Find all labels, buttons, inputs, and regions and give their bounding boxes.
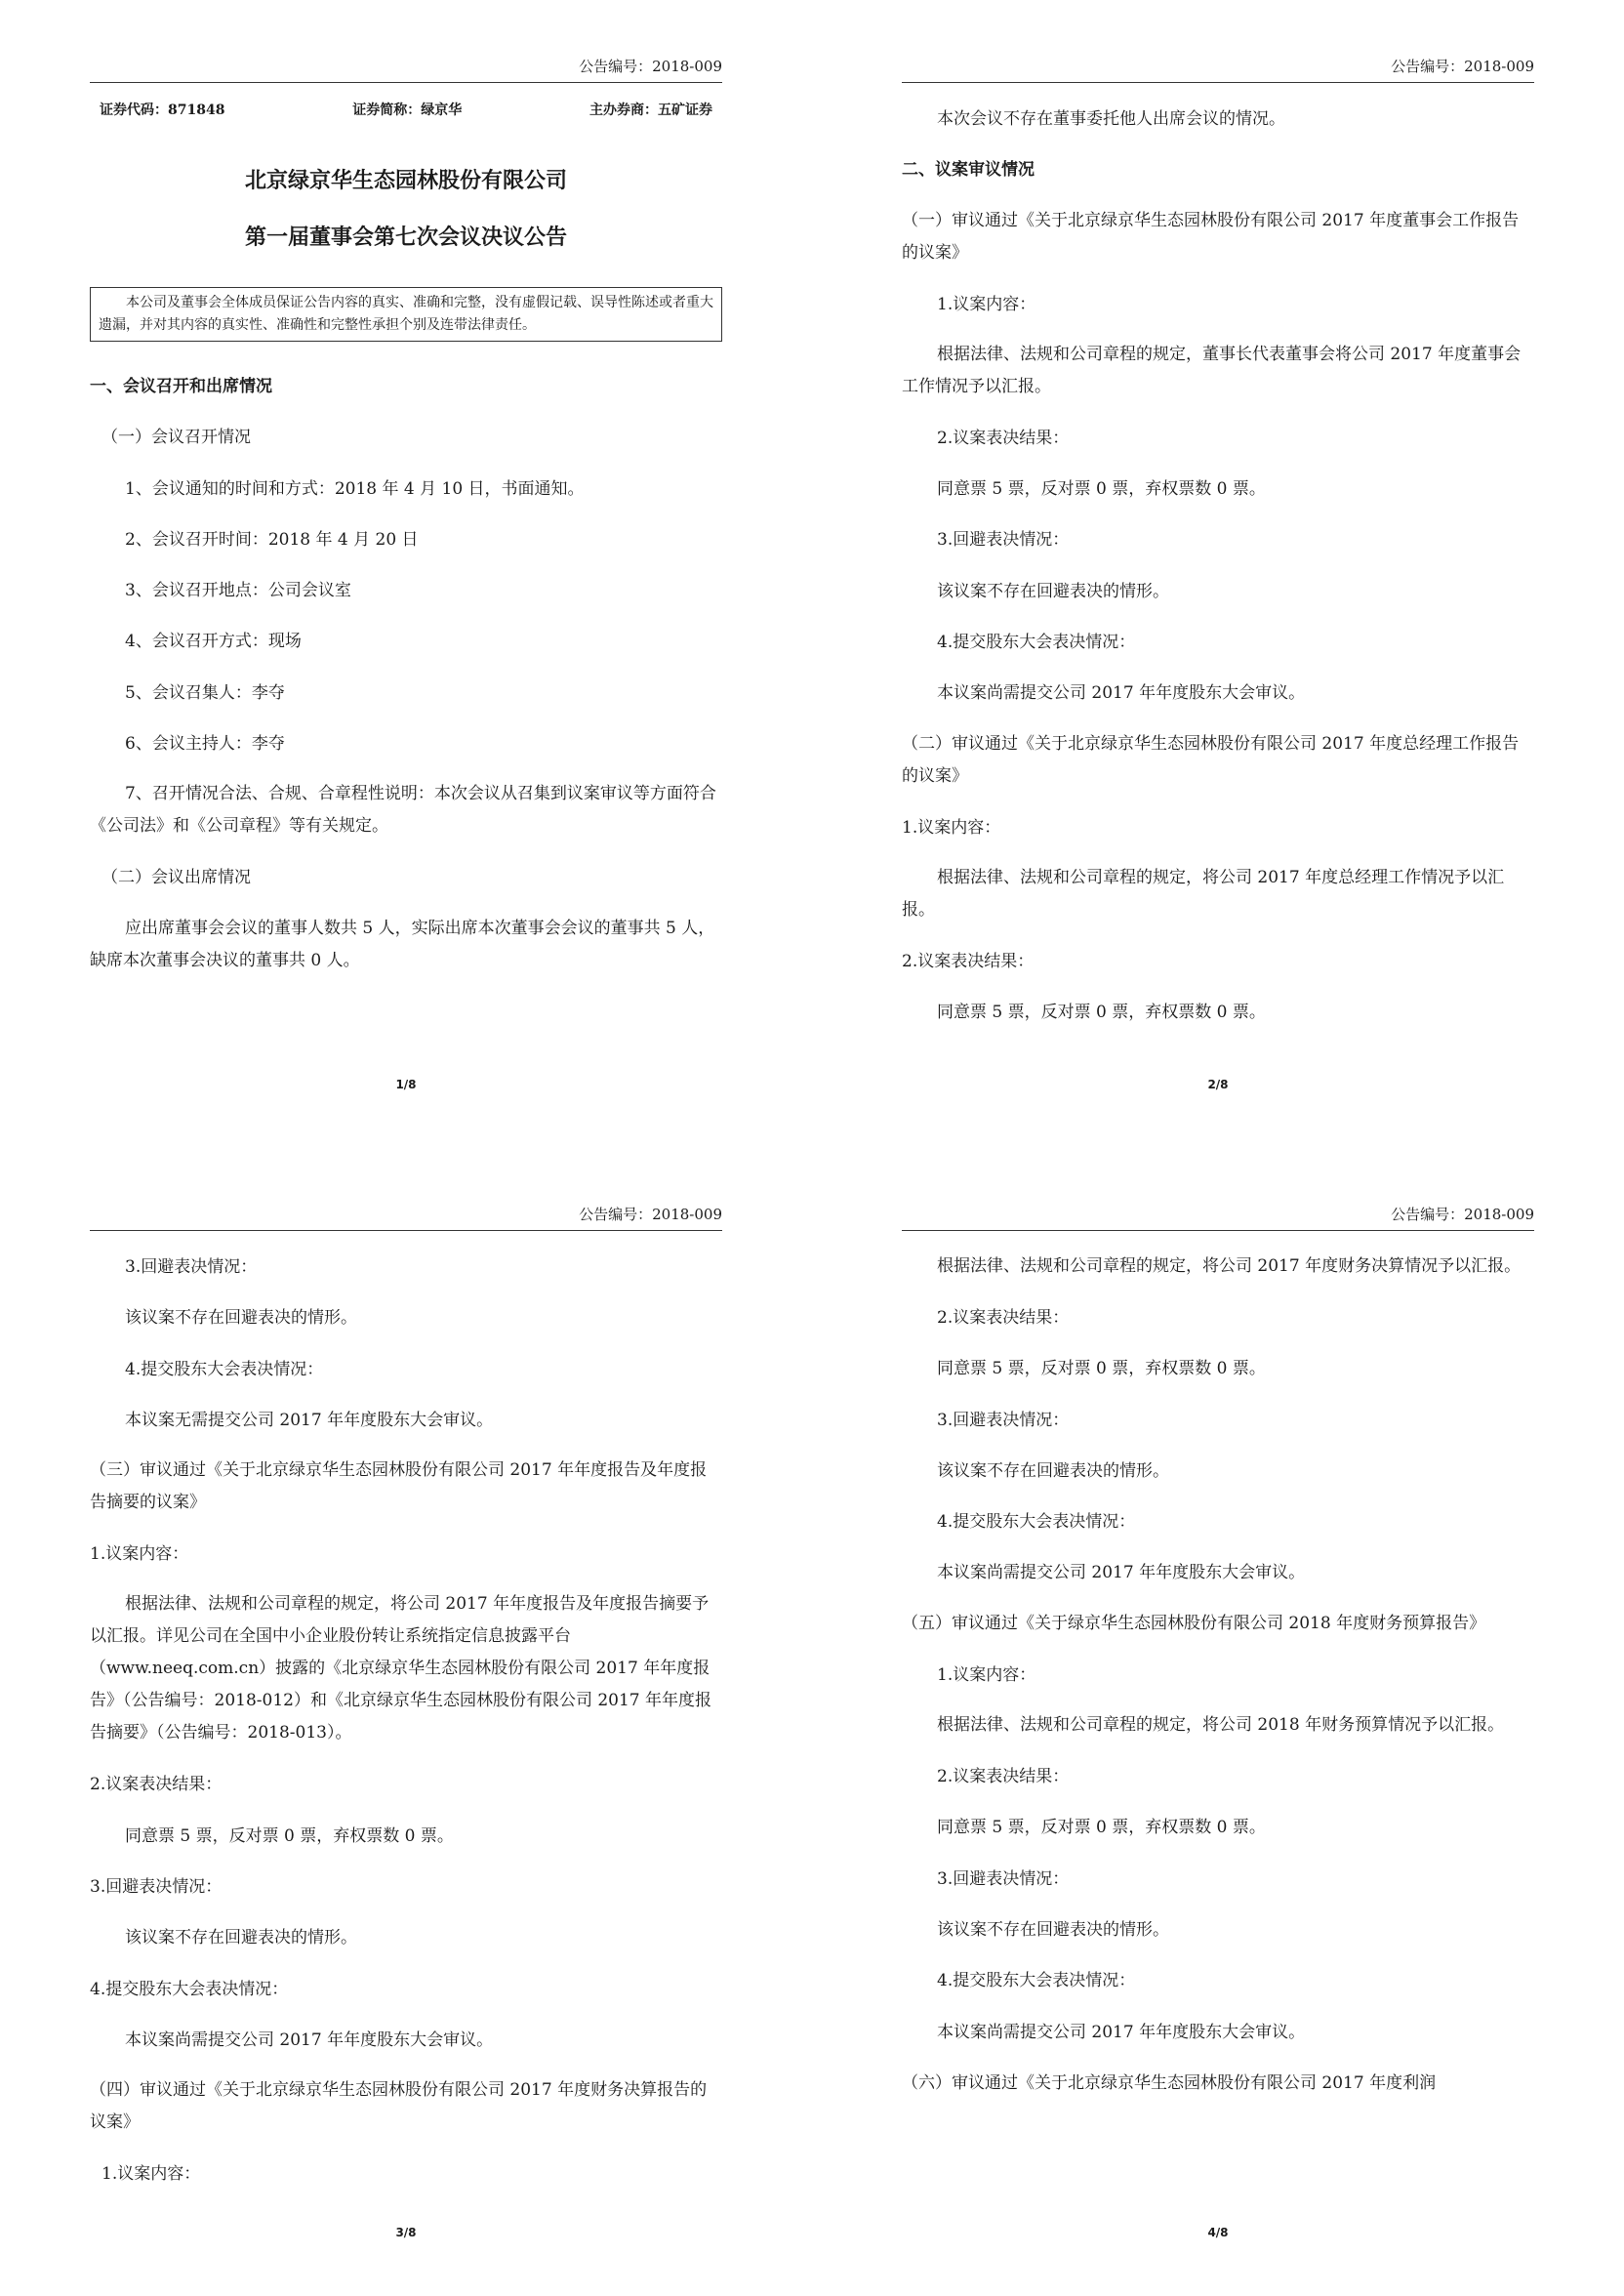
announcement-number: 公告编号：2018-009 (1391, 58, 1534, 75)
page-1 (0, 0, 812, 1148)
motion-title: （二）审议通过《关于北京绿京华生态园林股份有限公司 2017 年度总经理工作报告的议案》 (902, 733, 1520, 786)
subsection-heading: （一）会议召开情况 (102, 428, 251, 448)
meeting-item: 4、会议召开方式：现场 (125, 632, 302, 652)
item-label: 2.议案表决结果： (937, 1308, 1070, 1328)
meeting-item: 5、会议召集人：李夺 (125, 682, 285, 703)
page-body (90, 94, 722, 987)
item-label: 4.提交股东大会表决情况： (937, 1971, 1136, 1991)
paragraph: 根据法律、法规和公司章程的规定，董事长代表董事会将公司 2017 年度董事会工作情况予以汇报。 (902, 344, 1522, 396)
vote-result: 同意票 5 票，反对票 0 票，弃权票数 0 票。 (937, 1003, 1266, 1023)
subsection-heading: （二）会议出席情况 (102, 868, 251, 888)
announcement-number: 公告编号：2018-009 (579, 58, 722, 75)
security-abbr: 证券简称：绿京华 (352, 102, 463, 118)
page-2 (812, 0, 1624, 1148)
paragraph: 该议案不存在回避表决的情形。 (937, 1919, 1169, 1940)
header-rule (902, 1230, 1534, 1231)
item-label: 4.提交股东大会表决情况： (937, 1512, 1136, 1533)
meeting-item: 2、会议召开时间：2018 年 4 月 20 日 (125, 529, 419, 550)
paragraph: 本议案尚需提交公司 2017 年年度股东大会审议。 (125, 2030, 494, 2050)
item-label: 2.议案表决结果： (90, 1775, 223, 1795)
header-rule (90, 82, 722, 83)
motion-title: （五）审议通过《关于绿京华生态园林股份有限公司 2018 年度财务预算报告》 (902, 1613, 1486, 1633)
disclaimer-notice: 本公司及董事会全体成员保证公告内容的真实、准确和完整，没有虚假记载、误导性陈述或者重大遗漏，并对其内容的真实性、准确性和完整性承担个别及连带法律责任。 (90, 287, 722, 342)
paragraph: 本议案尚需提交公司 2017 年年度股东大会审议。 (937, 2022, 1306, 2042)
vote-result: 同意票 5 票，反对票 0 票，弃权票数 0 票。 (125, 1825, 454, 1846)
item-label: 3.回避表决情况： (937, 1868, 1070, 1889)
security-broker: 主办券商：五矿证券 (589, 102, 712, 118)
paragraph: 本议案尚需提交公司 2017 年年度股东大会审议。 (937, 1563, 1306, 1583)
meeting-item: 3、会议召开地点：公司会议室 (125, 581, 351, 601)
item-label: 4.提交股东大会表决情况： (937, 633, 1136, 653)
page-body (902, 94, 1534, 1039)
item-label: 3.回避表决情况： (125, 1257, 258, 1277)
company-title: 北京绿京华生态园林股份有限公司 (244, 168, 567, 193)
vote-result: 同意票 5 票，反对票 0 票，弃权票数 0 票。 (937, 479, 1266, 500)
meeting-item: 6、会议主持人：李夺 (125, 734, 285, 755)
paragraph: 根据法律、法规和公司章程的规定，将公司 2017 年年度报告及年度报告摘要予以汇报。详见公司在全国中小企业股份转让系统指定信息披露平台（www.neeq.com.cn）披露的《北京绿京华生态园林股份有限公司 2017 年年度报告》（公告编号：2018-012）和《北京绿京华生态园林股份有限公司 2017 年年度报告摘要》（公告编号：2018-013）。 (90, 1594, 712, 1743)
section-heading: 一、会议召开和出席情况 (90, 377, 272, 396)
paragraph: 该议案不存在回避表决的情形。 (937, 581, 1169, 601)
page-number: 2/8 (1207, 1078, 1229, 1091)
announcement-number: 公告编号：2018-009 (1391, 1206, 1534, 1223)
paragraph: 根据法律、法规和公司章程的规定，将公司 2017 年度财务决算情况予以汇报。 (937, 1256, 1522, 1276)
meeting-item: 1、会议通知的时间和方式：2018 年 4 月 10 日，书面通知。 (125, 478, 585, 499)
section-heading: 二、议案审议情况 (902, 160, 1035, 181)
motion-title: （三）审议通过《关于北京绿京华生态园林股份有限公司 2017 年年度报告及年度报告摘要的议案》 (90, 1460, 708, 1513)
paragraph: 本议案尚需提交公司 2017 年年度股东大会审议。 (937, 683, 1306, 704)
paragraph: 本议案无需提交公司 2017 年年度股东大会审议。 (125, 1410, 494, 1430)
item-label: 3.回避表决情况： (937, 1410, 1070, 1430)
paragraph: 该议案不存在回避表决的情形。 (937, 1460, 1169, 1481)
security-code: 证券代码：871848 (100, 102, 225, 118)
page-number: 4/8 (1207, 2226, 1229, 2239)
item-label: 4.提交股东大会表决情况： (90, 1979, 289, 1999)
item-label: 1.议案内容： (102, 2164, 201, 2185)
item-label: 3.回避表决情况： (937, 530, 1070, 551)
item-label: 2.议案表决结果： (937, 428, 1070, 448)
motion-title: （六）审议通过《关于北京绿京华生态园林股份有限公司 2017 年度利润 (902, 2072, 1437, 2093)
page-4 (812, 1148, 1624, 2296)
paragraph: 根据法律、法规和公司章程的规定，将公司 2017 年度总经理工作情况予以汇报。 (902, 867, 1505, 920)
item-label: 1.议案内容： (937, 294, 1036, 314)
paragraph: 该议案不存在回避表决的情形。 (125, 1308, 357, 1329)
paragraph: 根据法律、法规和公司章程的规定，将公司 2018 年财务预算情况予以汇报。 (937, 1715, 1505, 1736)
item-label: 2.议案表决结果： (902, 951, 1035, 971)
motion-title: （一）审议通过《关于北京绿京华生态园林股份有限公司 2017 年度董事会工作报告的议案》 (902, 210, 1520, 263)
page-number: 3/8 (395, 2226, 417, 2239)
item-label: 1.议案内容： (90, 1544, 189, 1565)
paragraph: 应出席董事会会议的董事人数共 5 人，实际出席本次董事会会议的董事共 5 人，缺席本次董事会决议的董事共 0 人。 (90, 918, 715, 970)
header-rule (90, 1230, 722, 1231)
vote-result: 同意票 5 票，反对票 0 票，弃权票数 0 票。 (937, 1818, 1266, 1838)
paragraph: 该议案不存在回避表决的情形。 (125, 1928, 357, 1948)
announcement-number: 公告编号：2018-009 (579, 1206, 722, 1223)
security-info (90, 96, 722, 125)
document-title: 第一届董事会第七次会议决议公告 (244, 225, 567, 250)
page-body (90, 1242, 722, 2200)
item-label: 1.议案内容： (902, 817, 1001, 838)
page-body (902, 1242, 1534, 2109)
item-label: 1.议案内容： (937, 1664, 1036, 1685)
item-label: 2.议案表决结果： (937, 1767, 1070, 1787)
meeting-item: 7、召开情况合法、合规、合章程性说明：本次会议从召集到议案审议等方面符合《公司法》和《公司章程》等有关规定。 (90, 784, 716, 837)
header-rule (902, 82, 1534, 83)
paragraph: 本次会议不存在董事委托他人出席会议的情况。 (937, 109, 1285, 129)
page-number: 1/8 (395, 1078, 417, 1091)
item-label: 4.提交股东大会表决情况： (125, 1359, 324, 1379)
motion-title: （四）审议通过《关于北京绿京华生态园林股份有限公司 2017 年度财务决算报告的议案》 (90, 2080, 708, 2133)
item-label: 3.回避表决情况： (90, 1877, 223, 1898)
vote-result: 同意票 5 票，反对票 0 票，弃权票数 0 票。 (937, 1359, 1266, 1379)
page-3 (0, 1148, 812, 2296)
